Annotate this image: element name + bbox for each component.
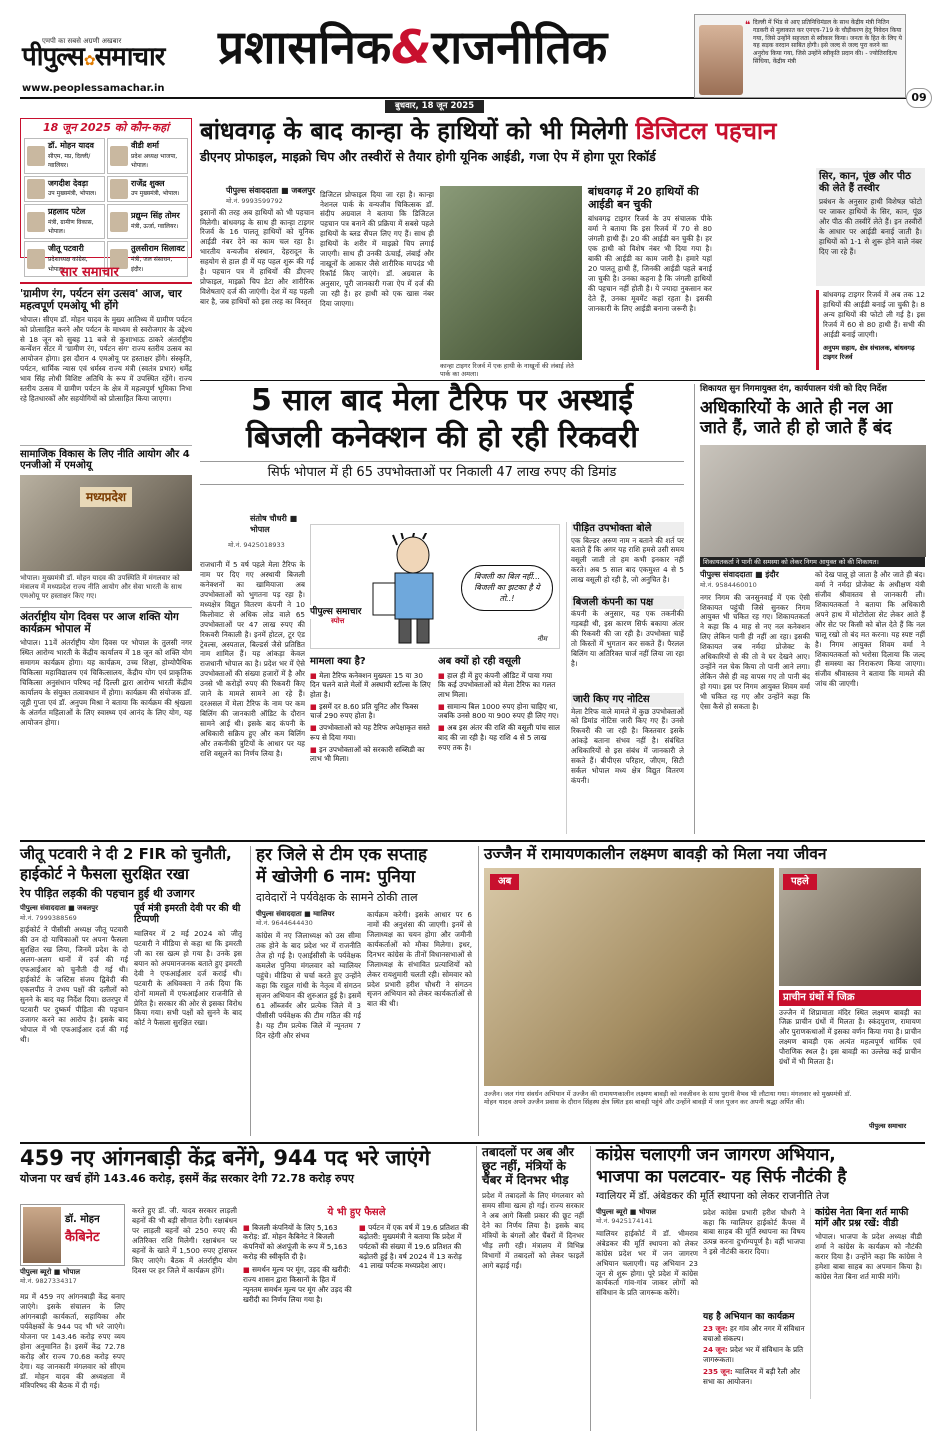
person-card <box>24 176 105 202</box>
decisions-col-2 <box>359 1223 470 1305</box>
saar-item-3-headline[interactable]: अंतर्राष्ट्रीय योग दिवस पर आज शक्ति योग कार्यक्रम भोपाल में <box>20 610 179 636</box>
poonia-headline-2[interactable]: में खोजेगी 6 नाम: पुनिया <box>256 866 416 887</box>
quote-icon: ❝ <box>745 20 751 31</box>
notice-head: जारी किए गए नोटिस <box>571 693 684 707</box>
victim-body: एक बिल्डर अरुण नाम न बताने की शर्त पर बताते हैं कि अगर यह राशि हमसे उसी समय वसूली जाती तो हम कभी इनकार नहीं करते। अब 5 साल बाद एकमुश्त 4 से 5 लाख वसूली हो रही है, जो अनुचित है। <box>571 535 684 585</box>
congress-col-1: ग्वालियर हाईकोर्ट में डॉ. भीमराव अंबेडकर की मूर्ति स्थापना को लेकर कांग्रेस प्रदेश भर में जन जागरण अभियान चलाएगी। यह अभियान 23 जून से शुरू होगा। पूरे प्रदेश में कांग्रेस कार्यकर्ता गांव-गांव जाकर लोगों को संविधान के प्रति जागरूक करेंगे। <box>596 1228 698 1298</box>
decision-text: पर्यटन में एक वर्ष में 19.6 प्रतिशत की बढ़ोतरी: मुख्यमंत्री ने बताया कि प्रदेश में पर्यटकों की संख्या में 19.6 प्रतिशत की बढ़ोतरी हुई है। वर्ष 2024 में 13 करोड़ 41 लाख पर्यटक मध्यप्रदेश आए। <box>359 1222 469 1271</box>
tariff-question <box>310 656 432 834</box>
cartoon-bubble: बिजली का बिल नहीं... बिजली का झटका है ये तो..! <box>461 565 553 611</box>
minister-photo <box>699 25 743 95</box>
masthead <box>0 0 945 112</box>
tariff-body-text: राजधानी में 5 वर्ष पहले मेला टैरिफ के नाम पर दिए गए अस्थायी बिजली कनेक्शनों का खामियाजा अब उपभोक्ताओं को भुगतना पड़ रहा है। मध्यक्षेत्र विद्युत वितरण कंपनी ने 10 किलोवाट से अधिक लोड वाले 65 उपभोक्ताओं पर 47 लाख रुपए की रिकवरी निकाली है। इनमें होटल, टूर एंड ट्रेवल्स, अस्पताल, बिल्डर्स जैसे प्रतिष्ठित नाम शामिल हैं। यह आंकड़ा केवल राजधानी भोपाल का है। प्रदेश भर में ऐसे उपभोक्ताओं की संख्या हजारों में है और उनसे भी करोड़ों रुपए की रिकवरी किए जाने के मामले सामने आ रहे हैं। दरअसल में मेला टैरिफ के नाम पर कम बिलिंग की जानकारी ऑडिट के दौरान सामने आई थी। इसके बाद कंपनी के अधिकारी सक्रिय हुए और कम बिलिंग और तकनीकी त्रुटियों के आधार पर यह राशि वसूलने का निर्णय लिया है। <box>200 560 305 758</box>
fir-columns <box>20 904 242 1111</box>
elephant-side <box>588 186 808 371</box>
elephant-side-body: बांधवगढ़ टाइगर रिजर्व के उप संचालक पीके वर्मा ने बताया कि इस रिजर्व में 70 से 80 जंगली हाथी हैं। 20 की आईडी बन चुकी है। हर एक हाथी को विशेष नंबर भी दिया गया है। बाकी की आईडी का काम जारी है। हमारे यहां 20 पालतू हाथी हैं, जिनकी आईडी पहले बनाई जा चुकी है। उनका कहना है कि जंगली हाथियों की पहचान नहीं होती है। ये ज्यादा नुकसान कर देते हैं, उनका मूवमेंट कहां रहता है। इसकी जानकारी के लिए आईडी बनाना जरूरी है। <box>588 214 712 313</box>
tariff-mobile: मो.नं. 9425018933 <box>228 541 285 549</box>
bullet-text: उपभोक्ताओं को यह टैरिफ अपेक्षाकृत सस्ते रूप से दिया गया। <box>310 723 430 742</box>
saar-item-2-headline[interactable]: सामाजिक विकास के लिए नीति आयोग और 4 एनजीओ में एमओयू <box>20 448 190 472</box>
decisions-columns <box>243 1223 470 1305</box>
notice-body: मेला टैरिफ वाले मामले में कुछ उपभोक्ताओं को डिमांड नोटिस जारी किए गए हैं। उनसे रिकवरी की जा रही है। किस्तवार इसके आंकड़े बताना संभव नहीं है। संबंधित अधिकारियों से इस संबंध में जानकारी ले सकते हैं। बीपीएस परिहार, जीएम, सिटी सर्कल भोपाल मध्य क्षेत्र विद्युत वितरण कंपनी। <box>571 706 684 786</box>
ujjain-photo-now <box>484 868 774 1086</box>
cartoon-logo: पीपुल्स समाचार <box>309 605 362 619</box>
fir-story <box>20 846 242 1136</box>
person-name: डॉ. मोहन यादव <box>48 140 94 150</box>
ujjain-tag-now: अब <box>490 874 519 890</box>
bullet-text: इन उपभोक्ताओं को सरकारी सब्सिडी का लाभ भी मिला। <box>310 744 425 764</box>
section-title <box>218 20 608 74</box>
page-number: 09 <box>906 88 932 108</box>
person-detail: प्रदेश अध्यक्ष भाजपा, भोपाल। <box>131 152 178 170</box>
person-detail: मंत्री, जल संसाधन, इंदौर। <box>131 256 173 273</box>
elephant-col-1: इसानों की तरह अब हाथियों को भी पहचान मिलेगी। बांधवगढ़ के साथ ही कान्हा टाइगर रिजर्व के 16 पालतू हाथियों को यूनिक आईडी नंबर देने का काम चल रहा है। भारतीय वन्यजीव संस्थान, देहरादून के सहयोग से हाल ही में यह पहल शुरू की गई है। पहचान पत्र में हाथियों की डीएनए प्रोफाइल, माइक्रो चिप डेटा और शारीरिक विशेषताएं दर्ज की जाएंगी। देश में यह पहली बार है, जब हाथियों को इस तरह का विस्तृत <box>200 207 314 306</box>
water-photo <box>700 445 926 557</box>
congress-side-body: भोपाल। भाजपा के प्रदेश अध्यक्ष वीडी शर्मा ने कांग्रेस के कार्यक्रम को नौटंकी करार दिया है। उन्होंने कहा कि कांग्रेस ने हमेशा बाबा साहब का अपमान किया है। कांग्रेस नेता बिना शर्त माफी मांगें। <box>815 1232 922 1282</box>
program-item <box>703 1324 805 1343</box>
anganwadi-col-2: करते हुए डॉ. जी. यादव सरकार लाड़ली बहनों की भी बड़ी सौगात देगी। रक्षाबंधन पर लाड़ली बहनों को 250 रुपए की अतिरिक्त राशि मिलेगी। रक्षाबंधन पर बहनों के खाते में 1,500 रुपए ट्रांसफर किए जाएंगे। बैठक में अंतर्राष्ट्रीय योग दिवस पर हर जिले में कार्यक्रम होंगे। <box>132 1206 237 1275</box>
edition-date: बुधवार, 18 जून 2025 <box>385 100 484 113</box>
person-name: तुलसीराम सिलावट <box>131 244 185 254</box>
tariff-sidebar <box>566 522 684 834</box>
water-mobile: मो.नं. 9584460010 <box>700 580 757 589</box>
person-name: प्रद्युम्न सिंह तोमर <box>131 211 180 221</box>
elephant-headline-text: बांधवगढ़ के बाद कान्हा के हाथियों को भी मिलेगी <box>200 117 628 145</box>
decision-text: बिजली कंपनियों के लिए 5,163 करोड़: डॉ. मोहन कैबिनेट ने बिजली कंपनियों को अंशपूंजी के रूप में 5,163 करोड़ की स्वीकृति दी है। <box>243 1222 348 1261</box>
cabinet-label: कैबिनेट <box>65 1230 100 1245</box>
elephant-side-headline[interactable]: बांधवगढ़ में 20 हाथियों की आईडी बन चुकी <box>588 185 699 211</box>
section-title-1: प्रशासनिक <box>218 20 392 74</box>
decisions-box <box>243 1206 470 1432</box>
program-item <box>703 1367 805 1386</box>
elephant-col-2: डिजिटल प्रोफाइल दिया जा रहा है। कान्हा नेशनल पार्क के वन्यजीव चिकित्सक डॉ. संदीप अग्रवाल ने बताया कि डिजिटल पहचान पत्र बनाने की प्रक्रिया में सबसे पहले हाथियों के ब्लड सैंपल लिए गए हैं। साथ ही हाथियों के शरीर में माइक्रो चिप लगाई जाएगी। साथ ही उनकी ऊंचाई, लंबाई और नाखूनों के आकार जैसे शारीरिक मापदंड भी रिकॉर्ड किए जाएंगे। डॉ. अग्रवाल के अनुसार, पूरी जानकारी गजा ऐप में दर्ज की जा रही है। हर हाथी को एक खास नंबर दिया जाएगा। <box>320 189 434 308</box>
person-detail: मंत्री, ऊर्जा, ग्वालियर। <box>131 223 179 231</box>
water-col-1: नगर निगम की जनसुनवाई में एक ऐसी शिकायत पहुंची जिसे सुनकर निगम आयुक्त भी चकित रह गए। शिकायतकर्ता ने कहा कि 4 माह से नए नल कनेक्शन लिए लेकिन पानी ही नहीं आ रहा। इसकी शिकायत जब नर्मदा प्रोजेक्ट के अधिकारियों से की तो वे घर देखने आए। उन्होंने नल चेक किया तो पानी आने लगा। लेकिन जैसे ही वह वापस गए तो पानी बंद हो गया। इस पर निगम आयुक्त शिवम वर्मा भी चकित रह गए और उन्होंने कहा कि ऐसा कैसे हो सकता है। <box>700 592 810 711</box>
ujjain-box-body: उज्जैन में शिप्रामाता मंदिर स्थित लक्ष्मण बावड़ी का जिक्र प्राचीन ग्रंथों में मिलता है। स्कंदपुराण, रामायण और पुराणकथाओं में इसका वर्णन किया गया है। प्राचीन लक्ष्मण बावड़ी एक अत्यंत महत्वपूर्ण धार्मिक एवं पौराणिक स्थल है। इस बावड़ी का उल्लेख कई प्राचीन ग्रंथों में भी मिलता है। <box>779 1007 921 1067</box>
fir-col-2: ग्वालियर में 2 मई 2024 को जीतू पटवारी ने मीडिया से कहा था कि इमरती जी का रस खत्म हो गया है। उनके इस बयान को अपमानजनक बताते हुए इमरती देवी ने एफआईआर दर्ज कराई थी। पटवारी के अधिवक्ता ने तर्क दिया कि दोनों मामलों में एफआईआर राजनीति से प्रेरित है। सरकार की ओर से इसका विरोध किया गया। सभी पक्षों को सुनने के बाद कोर्ट ने फैसला सुरक्षित रखा। <box>134 928 242 1028</box>
elephant-mobile: मो.नं. 9993599792 <box>226 196 283 205</box>
congress-headline-2[interactable]: भाजपा का पलटवार- यह सिर्फ नौटंकी है <box>596 1166 847 1187</box>
tariff-why <box>438 656 560 834</box>
cabinet-photo <box>23 1207 61 1263</box>
logo-flower-icon: ✿ <box>83 53 95 69</box>
who-where-title: 18 जून 2025 को कौन-कहां <box>43 121 169 134</box>
ujjain-box <box>779 990 921 1100</box>
congress-side <box>810 1208 922 1399</box>
chamber-story <box>476 1146 584 1431</box>
tariff-w-bullet: ■ सामान्य बिल 1000 रुपए होना चाहिए था, जबकि उनसे 800 या 900 रुपए ही लिए गए। <box>438 701 559 721</box>
person-card <box>107 138 188 174</box>
cartoon-figure <box>371 533 451 645</box>
program-text: प्रदेश भर में संविधान के प्रति जागरूकता। <box>703 1345 804 1365</box>
person-name: प्रहलाद पटेल <box>48 206 86 216</box>
program-text: ग्वालियर में बड़ी रैली और सभा का आयोजन। <box>703 1366 800 1386</box>
congress-subhead: ग्वालियर में डॉ. अंबेडकर की मूर्ति स्थापना को लेकर राजनीति तेज <box>596 1191 830 1203</box>
saar-title-text: सार समाचार <box>60 265 119 280</box>
tariff-headline-2[interactable]: बिजली कनेक्शन की हो रही रिकवरी <box>245 419 638 455</box>
water-col-1-wrap <box>700 570 810 790</box>
cartoon-man-icon <box>371 533 451 645</box>
cabinet-name: डॉ. मोहन <box>65 1214 100 1225</box>
water-headline[interactable]: अधिकारियों के आते ही नल आ जाते हैं, जाते ही हो जाते हैं बंद <box>700 398 893 439</box>
program-head: यह है अभियान का कार्यक्रम <box>703 1311 795 1322</box>
decisions-col-1 <box>243 1223 354 1305</box>
ujjain-caption: उज्जैन। जल गंगा संवर्धन अभियान में उज्जैन की रामायणकालीन लक्ष्मण बावड़ी को नवजीवन के साथ पुरानी वैभव भी लौटाया गया। मंगलवार को मुख्यमंत्री डॉ. मोहन यादव अपने उज्जैन प्रवास के दौरान सिंहस्थ क्षेत्र स्थित इस बावड़ी पहुंचे और उन्होंने बावड़ी में जल पूजन कर अपनी श्रद्धा अर्पित की। <box>484 1090 852 1107</box>
mou-photo-banner: मध्यप्रदेश <box>80 487 132 507</box>
decision-item: ■ बिजली कंपनियों के लिए 5,163 करोड़: डॉ. मोहन कैबिनेट ने बिजली कंपनियों को अंशपूंजी के रूप में 5,163 करोड़ की स्वीकृति दी है। <box>243 1222 348 1261</box>
poonia-columns <box>256 910 472 1120</box>
fir-mobile: मो.नं. 7999388569 <box>20 913 77 922</box>
congress-col-1-wrap <box>596 1208 698 1399</box>
newspaper-logo[interactable] <box>22 44 164 70</box>
ujjain-headline[interactable]: उज्जैन में रामायणकालीन लक्ष्मण बावड़ी को मिला नया जीवन <box>484 845 827 863</box>
anganwadi-byline-wrap <box>20 1268 125 1286</box>
congress-byline: पीपुल्स ब्यूरो ■ भोपाल <box>596 1207 657 1216</box>
fir-subhead: रेप पीड़ित लड़की की पहचान हुई थी उजागर <box>20 886 195 900</box>
bullet-text: इसमें दर 8.60 प्रति यूनिट और फिक्स चार्ज 290 रुपए होता है। <box>310 701 419 721</box>
chamber-body: प्रदेश में तबादलों के लिए मंगलवार को समय सीमा खत्म हो गई। राज्य सरकार ने अब आगे किसी प्रकार की छूट नहीं देने का निर्णय लिया है। इसके बाद मंत्रियों के बंगलों और चैंबरों में दिनभर भीड़ लगी रही। मंत्रालय में विभिन्न विभागों में तबादलों को लेकर फाइलें आगे बढ़ाई गईं। <box>482 1191 584 1270</box>
ujjain-credit: पीपुल्स समाचार <box>869 1122 907 1130</box>
section-divider <box>20 840 925 842</box>
bullet-text: हाल ही में हुए कंपनी ऑडिट में पाया गया कि कई उपभोक्ताओं को मेला टैरिफ का गलत लाभ मिला। <box>438 670 556 699</box>
person-name: वीडी शर्मा <box>131 140 159 150</box>
person-name: जगदीश देवड़ा <box>48 178 89 188</box>
fir-col-1: हाईकोर्ट ने पीसीसी अध्यक्ष जीतू पटवारी की उन दो याचिकाओं पर अपना फैसला सुरक्षित रख लिया, जिनमें प्रदेश के दो अलग-अलग थानों में दर्ज की गई एफआईआर को चुनौती दी गई थी। हाईकोर्ट के जस्टिस संजय द्विवेदी की एकलपीठ ने उभय पक्षों की दलीलों को सुनने के बाद यह निर्देश दिया। छतरपुर में पटवारी पर दुष्कर्म पीड़िता की पहचान उजागर करने का आरोप है। इसके बाद भोपाल में भी एफआईआर दर्ज की गई थी। <box>20 925 128 1044</box>
water-columns <box>700 570 925 790</box>
saar-samachar <box>20 264 192 836</box>
chamber-headline[interactable]: तबादलों पर अब और छूट नहीं, मंत्रियों के चैंबर में दिनभर भीड़ <box>482 1145 574 1187</box>
person-detail: उप मुख्यमंत्री, भोपाल। <box>131 190 180 198</box>
cartoon-signature: नीम <box>537 635 547 643</box>
poonia-story <box>250 846 472 1136</box>
elephant-photo-caption: कान्हा टाइगर रिजर्व में एक हाथी के नाखूनों की लंबाई लेते पार्क का अमला। <box>440 362 574 379</box>
decisions-head: ये भी हुए फैसले <box>327 1207 386 1218</box>
water-col-2: को देख पालू हो जाता है और जाते ही बंद। वर्मा ने नर्मदा प्रोजेक्ट के अधीक्षण यंत्री संजीव श्रीवास्तव से जानकारी ली। शिकायतकर्ता ने बताया कि अधिकारी अपने हाथ में मोटोरोला सेट लेकर आते हैं और सेट पर किसी को बोल देते हैं कि नल चालू रखो तो बंद मत करना। यह स्पष्ट नहीं है। निगम आयुक्त शिवम वर्मा ने शिकायतकर्ता को भरोसा दिलाया कि जल्द ही समस्या का निराकरण किया जाएगा। संजीव श्रीवास्तव ने बताया कि मामले की जांच की जाएगी। <box>815 570 925 689</box>
congress-col-2-wrap <box>703 1208 805 1399</box>
tariff-w-bullet: ■ हाल ही में हुए कंपनी ऑडिट में पाया गया कि कई उपभोक्ताओं को मेला टैरिफ का गलत लाभ मिला। <box>438 670 556 699</box>
person-card <box>107 176 188 202</box>
program-date: 24 जून: <box>703 1345 728 1355</box>
ujjain-photo-before <box>779 868 921 986</box>
company-head: बिजली कंपनी का पक्ष <box>571 596 684 610</box>
saar-title <box>20 264 192 284</box>
person-avatar <box>27 179 45 199</box>
decision-text: समर्थन मूल्य पर मूंग, उड़द की खरीदी: राज्य शासन द्वारा किसानों के हित में न्यूनतम समर्थन मूल्य पर मूंग और उड़द की खरीदी का निर्णय लिया गया है। <box>243 1265 352 1304</box>
elephant-info-box <box>816 168 925 286</box>
water-photo-caption: शिकायतकर्ता ने पानी की समस्या को लेकर निगम आयुक्त को की शिकायत। <box>700 557 925 567</box>
fir-col-2-wrap <box>134 904 242 1111</box>
tariff-q-bullet: ■ इन उपभोक्ताओं को सरकारी सब्सिडी का लाभ भी मिला। <box>310 744 425 764</box>
tariff-q-bullet: ■ इसमें दर 8.60 प्रति यूनिट और फिक्स चार्ज 290 रुपए होता है। <box>310 701 419 721</box>
poonia-col-2: कार्यक्रम करेगी। इसके आधार पर 6 नामों की अनुशंसा की जाएगी। इनमें से जिलाध्यक्ष का चयन होगा और जमीनी कार्यकर्ताओं को मौका मिलेगा। इधर, दिनभर कांग्रेस के तीनों विधानसभाओं से जिलाध्यक्ष के संभावित प्रत्याशियों को लेकर रायशुमारी चलती रही। सोमवार को प्रदेश प्रभारी हरीश चौधरी ने संगठन सृजन अभियान को लेकर कार्यकर्ताओं से बात की थी। <box>367 909 472 1009</box>
person-avatar <box>110 179 128 199</box>
elephant-photo <box>440 186 582 360</box>
tariff-q-bullet: ■ उपभोक्ताओं को यह टैरिफ अपेक्षाकृत सस्ते रूप से दिया गया। <box>310 723 430 742</box>
decision-item: ■ पर्यटन में एक वर्ष में 19.6 प्रतिशत की बढ़ोतरी: मुख्यमंत्री ने बताया कि प्रदेश में पर्यटकों की संख्या में 19.6 प्रतिशत की बढ़ोतरी हुई है। वर्ष 2024 में 13 करोड़ 41 लाख पर्यटक मध्यप्रदेश आए। <box>359 1222 469 1271</box>
victim-head: पीड़ित उपभोक्ता बोले <box>571 522 684 536</box>
person-detail: मंत्री, ग्रामीण विकास, भोपाल। <box>48 218 94 235</box>
person-detail: सीएम, मप्र, दिल्ली/ग्वालियर। <box>48 152 91 170</box>
person-avatar <box>27 212 45 232</box>
person-avatar <box>110 146 128 166</box>
tariff-story <box>200 384 684 485</box>
mou-photo-caption: भोपाल। मुख्यमंत्री डॉ. मोहन यादव की उपस्थिति में मंगलवार को मंत्रालय में मध्यप्रदेश राज्य नीति आयोग और सेवा भारती के साथ एमओयू पर हस्ताक्षर किए गए। <box>20 573 182 600</box>
congress-mobile: मो.नं. 9425174141 <box>596 1217 653 1226</box>
saar-item-1-body: भोपाल। सीएम डॉ. मोहन यादव के मुख्य आतिथ्य में ग्रामीण पर्यटन को प्रोत्साहित करने और पर्यटन के माध्यम से स्वरोजगार के उद्देश्य से 18 जून को सुबह 11 बजे से कुशाभाऊ ठाकरे अंतर्राष्ट्रीय कन्वेंशन सेंटर में 'ग्रामीण रंग, पर्यटन संग' राज्य स्तरीय उत्सव का आयोजन होगा। इस दौरान 4 एमओयू पर हस्ताक्षर होंगे। संस्कृति, पर्यटन, धार्मिक न्यास एवं धर्मस्व राज्य मंत्री (स्वतंत्र प्रभार) धर्मेंद्र भाव सिंह लोधी विशिष्ट अतिथि के रूप में उपस्थित रहेंगे। राज्य स्तरीय उत्सव में ग्रामीण पर्यटन के क्षेत्र में महत्वपूर्ण भूमिका निभा रहे हितधारकों और सहयोगियों को प्रोत्साहित किया जाएगा। <box>20 314 192 404</box>
person-card <box>24 138 105 174</box>
poonia-subhead: दावेदारों ने पर्यवेक्षक के सामने ठोकी ताल <box>256 891 418 905</box>
section-title-2: राजनीतिक <box>431 20 608 74</box>
who-where-grid <box>21 138 191 277</box>
elephant-byline: पीपुल्स संवाददाता ■ जबलपुर <box>226 186 316 195</box>
person-card <box>107 204 188 240</box>
poonia-byline: पीपुल्स संवाददाता ■ ग्वालियर <box>256 909 335 918</box>
elephant-headline[interactable] <box>200 118 925 146</box>
elephant-quote-by: अनुपम सहाय, क्षेत्र संचालक, बांधवगढ़ टाइगर रिजर्व <box>823 344 915 361</box>
person-name: राजेंद्र शुक्ल <box>131 178 165 188</box>
water-byline: पीपुल्स संवाददाता ■ इंदौर <box>700 570 779 579</box>
website-url[interactable]: www.peoplessamachar.in <box>22 83 165 94</box>
congress-col-2: प्रदेश कांग्रेस प्रभारी हरीश चौधरी ने कहा कि ग्वालियर हाईकोर्ट कैंपस में बाबा साहब की मूर्ति स्थापना का विषय उत्पन्न करना दुर्भाग्यपूर्ण है। वहीं भाजपा ने इसे नौटंकी करार दिया। <box>703 1207 805 1257</box>
ujjain-story <box>478 846 925 1136</box>
section-divider <box>20 1142 925 1144</box>
poonia-col-1: कांग्रेस में नए जिलाध्यक्ष को उस सीमा तक होने के बाद प्रदेश भर में राजनीति तेज हो गई है। एआईसीसी के पर्यवेक्षक कमलेश पुनिया मंगलवार को ग्वालियर पहुंचे। मीडिया से चर्चा करते हुए उन्होंने कहा कि राहुल गांधी के नेतृत्व में संगठन सृजन अभियान की शुरुआत हुई है। इसमें 61 ऑब्जर्वर और प्रत्येक जिले में 3 पीसीसी पर्यवेक्षक की टीम गठित की गई है। यह टीम प्रत्येक जिले में न्यूनतम 7 दिन रहेगी और संभव <box>256 931 361 1040</box>
logo-left-text: पीपुल्स <box>22 42 84 72</box>
section-amp: & <box>391 20 432 74</box>
ujjain-box-head: प्राचीन ग्रंथों में जिक्र <box>779 990 921 1006</box>
poonia-col-1-wrap <box>256 910 361 1120</box>
person-detail: प्रदेशाध्यक्ष कांग्रेस, भोपाल। <box>48 256 88 273</box>
cabinet-badge <box>20 1204 125 1266</box>
quote-box <box>694 14 906 98</box>
elephant-body <box>200 186 435 371</box>
masthead-tagline: एमपी का सबसे अग्रणी अखबार <box>42 37 122 45</box>
tariff-w-bullet: ■ अब इस अंतर की राशि की वसूली पांच साल बाद की जा रही है। यह राशि 4 से 5 लाख रुपए तक है। <box>438 723 560 752</box>
logo-right-text: समाचार <box>94 42 165 72</box>
tariff-question-head: मामला क्या है? <box>310 656 366 667</box>
congress-columns <box>596 1208 925 1399</box>
anganwadi-col-1: मप्र में 459 नए आंगनबाड़ी केंद्र बनाए जाएंगे। इसके संचालन के लिए आंगनबाड़ी कार्यकर्ता, सहायिका और पर्यवेक्षकों के 944 पद भी भरे जाएंगे। योजना पर 143.46 करोड़ रुपए व्यय होना अनुमानित है। इसमें केंद्र 72.78 करोड़ और राज्य 70.68 करोड़ रुपए देगा। यह जानकारी मंगलवार को सीएम डॉ. मोहन यादव की अध्यक्षता में मंत्रिपरिषद की बैठक में दी गई। <box>20 1292 125 1391</box>
anganwadi-byline: पीपुल्स ब्यूरो ■ भोपाल <box>20 1268 81 1276</box>
poonia-headline-1[interactable]: हर जिले से टीम एक सप्ताह <box>256 845 428 865</box>
company-body: कंपनी के अनुसार, यह एक तकनीकी गड़बड़ी थी, इस कारण सिर्फ बकाया अंतर की रिकवरी की जा रही है। उपभोक्ता चाहें तो किस्तों में भुगतान कर सकते हैं। पैरलल बिलिंग या अतिरिक्त चार्ज नहीं लिया जा रहा है। <box>571 609 684 668</box>
saar-item-1-headline[interactable]: 'ग्रामीण रंग, पर्यटन संग उत्सव' आज, चार महत्वपूर्ण एमओयू भी होंगे <box>20 287 182 312</box>
anganwadi-mobile: मो.नं. 9827334317 <box>20 1277 77 1286</box>
elephant-box-body: प्रबंधन के अनुसार हाथी विशेषज्ञ फोटो पर जाकर हाथियों के सिर, कान, पूंछ और पीठ की तस्वीरें लेते हैं। इन तस्वीरों के आधार पर आईडी बनाई जाती है। हाथियों को 1-1 से शुरू होने वाले नंबर दिए जा रहे हैं। <box>819 197 922 256</box>
fir-subhead-2: पूर्व मंत्री इमरती देवी पर की थी टिप्पणी <box>134 903 241 926</box>
person-avatar <box>27 146 45 166</box>
program-item <box>703 1345 805 1364</box>
saar-item-3-body: भोपाल। 11वें अंतर्राष्ट्रीय योग दिवस पर भोपाल के तुलसी नगर स्थित आरोग्य भारती के केंद्रीय कार्यालय में 18 जून को शक्ति योग समागम कार्यक्रम होगा। यह कार्यक्रम, उच्च शिक्षा, होम्योपैथिक चिकित्सा महाविद्यालय एवं चिकित्सालय, केंद्रीय योग एवं प्राकृतिक चिकित्सा अनुसंधान परिषद नई दिल्ली द्वारा आरोग्य भारती केंद्रीय कार्यालय के संयुक्त तत्वावधान में होगा। कार्यक्रम की संयोजक डॉ. जूही गुप्ता एवं डॉ. अनुपम मिश्रा ने बताया कि कार्यक्रम की श्रृंखला के अंतर्गत महिलाओं के लिए स्वास्थ्य एवं आनंद के लिए योग, यह आयोजन होगा। <box>20 638 192 727</box>
elephant-subhead: डीएनए प्रोफाइल, माइक्रो चिप और तस्वीरों से तैयार होगी यूनिक आईडी, गजा ऐप में होगा पूरा रिकॉर्ड <box>200 148 656 164</box>
tariff-why-head: अब क्यों हो रही वसूली <box>438 656 521 667</box>
program-text: हर गांव और नगर में संविधान बचाओ संकल्प। <box>703 1323 805 1343</box>
fir-byline: पीपुल्स संवाददाता ■ जबलपुर <box>20 904 98 913</box>
tariff-byline: संतोष चौधरी ■ भोपाल <box>250 514 298 534</box>
water-story <box>694 384 925 834</box>
tariff-headline-1[interactable]: 5 साल बाद मेला टैरिफ पर अस्थाई <box>250 383 634 418</box>
tariff-q-bullet: ■ मेला टैरिफ कनेक्शन मुख्यतः 15 या 30 दिन चलने वाले मेलों में अस्थायी स्टॉल्स के लिए होता है। <box>310 670 431 699</box>
congress-side-head[interactable]: कांग्रेस नेता बिना शर्त माफी मांगें और प्रश्न रखें: वीडी <box>815 1206 909 1229</box>
water-kicker: शिकायत सुन निगमायुक्त दंग, कार्यपालन यंत्री को दिए निर्देश <box>700 384 887 394</box>
cartoon <box>310 524 560 649</box>
elephant-box-headline[interactable]: सिर, कान, पूंछ और पीठ की लेते हैं तस्वीर <box>819 171 911 194</box>
anganwadi-subhead: योजना पर खर्च होंगे 143.46 करोड़, इसमें केंद्र सरकार देगी 72.78 करोड़ रुपए <box>20 1172 354 1186</box>
elephant-quote-text: बांधवगढ़ टाइगर रिजर्व में अब तक 12 हाथियों की आईडी बनाई जा चुकी है। 8 अन्य हाथियों की फोटो ली गई है। इस रिजर्व में 60 से 80 हाथी हैं। सभी की आईडी बनाई जाएगी। <box>823 290 925 339</box>
decision-item: ■ समर्थन मूल्य पर मूंग, उड़द की खरीदी: राज्य शासन द्वारा किसानों के हित में न्यूनतम समर्थन मूल्य पर मूंग और उड़द की खरीदी का निर्णय लिया गया है। <box>243 1265 352 1304</box>
person-detail: उप मुख्यमंत्री, भोपाल। <box>48 190 97 198</box>
bullet-text: अब इस अंतर की राशि की वसूली पांच साल बाद की जा रही है। यह राशि 4 से 5 लाख रुपए तक है। <box>438 723 560 752</box>
bullet-text: सामान्य बिल 1000 रुपए होना चाहिए था, जबकि उनसे 800 या 900 रुपए ही लिए गए। <box>438 701 559 721</box>
ujjain-tag-before: पहले <box>783 874 817 890</box>
congress-headline-1[interactable]: कांग्रेस चलाएगी जन जागरण अभियान, <box>596 1145 836 1165</box>
tariff-subhead: सिर्फ भोपाल में ही 65 उपभोक्ताओं पर निकाली 47 लाख रुपए की डिमांड <box>200 461 684 485</box>
fir-col-1-wrap <box>20 904 128 1111</box>
person-card <box>24 204 105 240</box>
anganwadi-headline[interactable]: 459 नए आंगनबाड़ी केंद्र बनेंगे, 944 पद भरे जाएंगे <box>20 1146 431 1170</box>
mou-photo <box>20 475 192 571</box>
person-avatar <box>110 212 128 232</box>
program-date: 23 जून: <box>703 1323 728 1333</box>
section-divider <box>200 380 925 381</box>
elephant-quote <box>816 290 925 370</box>
cartoon-tag: स्पोत्त <box>331 617 345 625</box>
bullet-text: मेला टैरिफ कनेक्शन मुख्यतः 15 या 30 दिन चलने वाले मेलों में अस्थायी स्टॉल्स के लिए होता है। <box>310 670 431 699</box>
poonia-mobile: मो.नं. 9644644430 <box>256 919 313 928</box>
minister-quote: दिल्ली में भिंड से आए प्रतिनिधिमंडल के साथ केंद्रीय मंत्री नितिन गडकरी से मुलाकात कर एनएच-719 के चौड़ीकरण हेतु निवेदन किया गया, जिसे उन्होंने सहजता से स्वीकार किया। जनता के हित के लिए ये यह सड़क वरदान साबित होगी। इसे जल्द से जल्द पूरा करने का अनुरोध किया गया, जिसे उन्होंने स्वीकृति प्रदान की। - ज्योतिरादित्य सिंधिया, केंद्रीय मंत्री <box>753 19 903 65</box>
elephant-headline-red: डिजिटल पहचान <box>635 117 777 145</box>
fir-headline-1[interactable]: जीतू पटवारी ने दी 2 FIR को चुनौती, <box>20 845 232 863</box>
fir-headline-2[interactable]: हाईकोर्ट ने फैसला सुरक्षित रखा <box>20 865 189 884</box>
congress-story <box>590 1146 925 1431</box>
person-name: जीतू पटवारी <box>48 244 84 254</box>
program-date: 235 जून: <box>703 1366 733 1376</box>
